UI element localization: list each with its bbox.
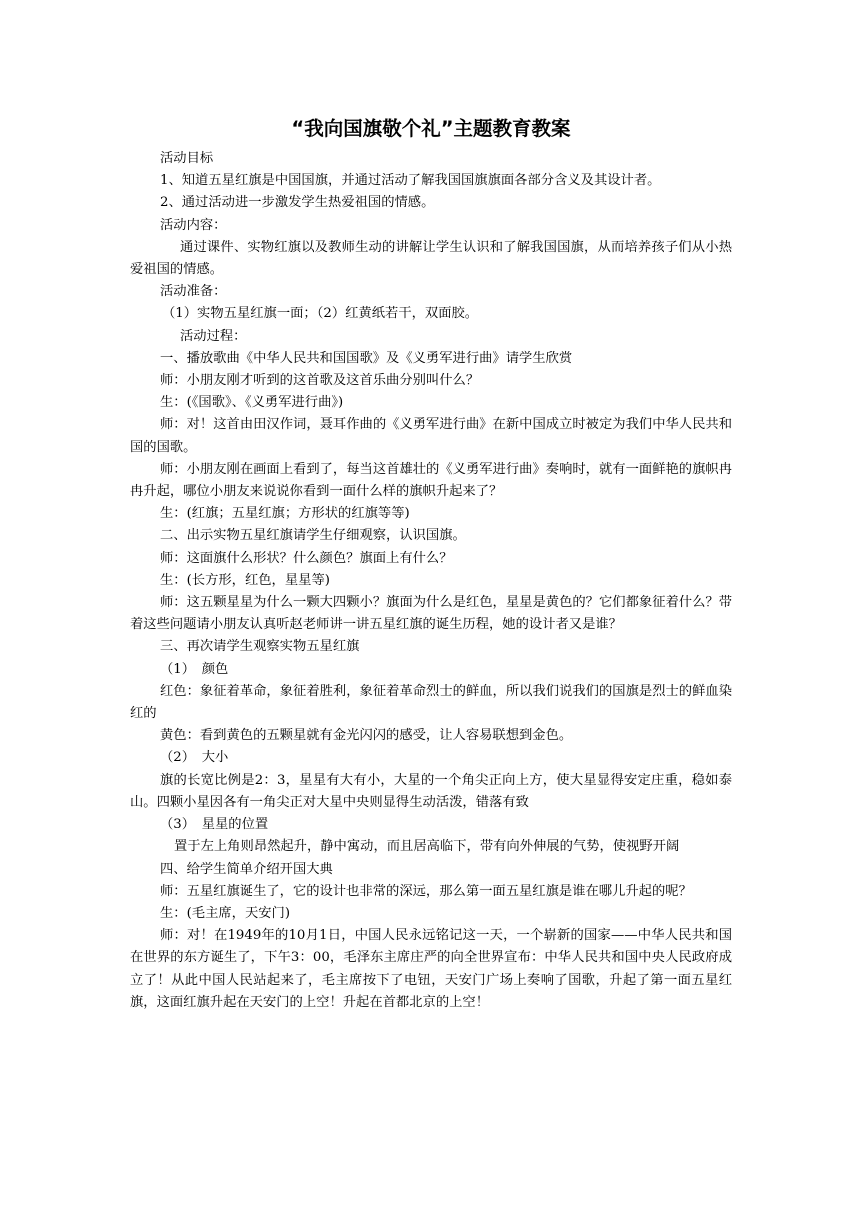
paragraph: 1、知道五星红旗是中国国旗，并通过活动了解我国国旗旗面各部分含义及其设计者。: [160, 173, 661, 189]
document-title: “我向国旗敬个礼”主题教育教案: [291, 117, 571, 140]
paragraph: 红色：象征着革命，象征着胜利，象征着革命烈士的鲜血，所以我们说我们的国旗是烈士的鲜血染红的: [130, 683, 732, 722]
paragraph: 师：这面旗什么形状？什么颜色？旗面上有什么？: [160, 550, 453, 566]
paragraph: 通过课件、实物红旗以及教师生动的讲解让学生认识和了解我国国旗，从而培养孩子们从小热爱祖国的情感。: [130, 239, 732, 278]
paragraph: （1）实物五星红旗一面；（2）红黄纸若干，双面胶。: [162, 306, 479, 322]
paragraph: 一、播放歌曲《中华人民共和国国歌》及《义勇军进行曲》请学生欣赏: [160, 350, 573, 366]
document-page: [130, 114, 732, 1014]
paragraph: 活动目标: [160, 151, 214, 166]
paragraph: 师：小朋友刚在画面上看到了，每当这首雄壮的《义勇军进行曲》奏响时，就有一面鲜艳的旗帜冉冉升起，哪位小朋友来说说你看到一面什么样的旗帜升起来了？: [130, 461, 732, 500]
paragraph: 活动过程：: [180, 328, 247, 344]
paragraph: （3） 星星的位置: [160, 817, 269, 833]
paragraph: （2） 大小: [160, 750, 229, 766]
paragraph: 师：对！这首由田汉作词，聂耳作曲的《义勇军进行曲》在新中国成立时被定为我们中华人民共和国的国歌。: [130, 417, 732, 455]
paragraph: 二、出示实物五星红旗请学生仔细观察，认识国旗。: [160, 528, 466, 544]
paragraph: 师：五星红旗诞生了，它的设计也非常的深远，那么第一面五星红旗是谁在哪儿升起的呢？: [160, 883, 692, 899]
paragraph: 师：对！在1949年的10月1日，中国人民永远铭记这一天，一个崭新的国家——中华人民共和国在世界的东方诞生了，下午3：00，毛泽东主席庄严的向全世界宣布：中华人民共和国中央人民政府成立了！从此中国人民站起来了，毛主席按下了电钮，天安门广场上奏响了国歌，升起了第一面五星红旗，这面红旗升起在天安门的上空！升起在首都北京的上空！: [130, 928, 732, 1010]
paragraph: 黄色：看到黄色的五颗星就有金光闪闪的感受，让人容易联想到金色。: [160, 728, 573, 744]
paragraph: 四、给学生简单介绍开国大典: [160, 861, 333, 877]
paragraph: 三、再次请学生观察实物五星红旗: [160, 639, 360, 655]
paragraph: 师：这五颗星星为什么一颗大四颗小？旗面为什么是红色，星星是黄色的？它们都象征着什么？带着这些问题请小朋友认真听赵老师讲一讲五星红旗的诞生历程，她的设计者又是谁？: [130, 595, 732, 633]
paragraph: （1） 颜色: [160, 661, 229, 677]
paragraph: 生：(毛主席，天安门): [160, 905, 291, 921]
paragraph: 旗的长宽比例是2：3，星星有大有小，大星的一个角尖正向上方，使大星显得安定庄重，稳如泰山。四颗小星因各有一角尖正对大星中央则显得生动活泼，错落有致: [130, 772, 732, 810]
paragraph: 生：(长方形，红色，星星等): [160, 572, 330, 588]
paragraph: 师：小朋友刚才听到的这首歌及这首乐曲分别叫什么？: [160, 373, 480, 389]
paragraph: 活动内容：: [160, 217, 227, 233]
paragraph: 活动准备：: [160, 284, 227, 300]
paragraph: 置于左上角则昂然起升，静中寓动，而且居高临下，带有向外伸展的气势，使视野开阔: [174, 839, 680, 855]
paragraph: 2、通过活动进一步激发学生热爱祖国的情感。: [160, 195, 435, 211]
paragraph: 生：(红旗；五星红旗；方形状的红旗等等): [160, 506, 410, 522]
paragraph: 生：(《国歌》、《义勇军进行曲》): [160, 395, 344, 411]
